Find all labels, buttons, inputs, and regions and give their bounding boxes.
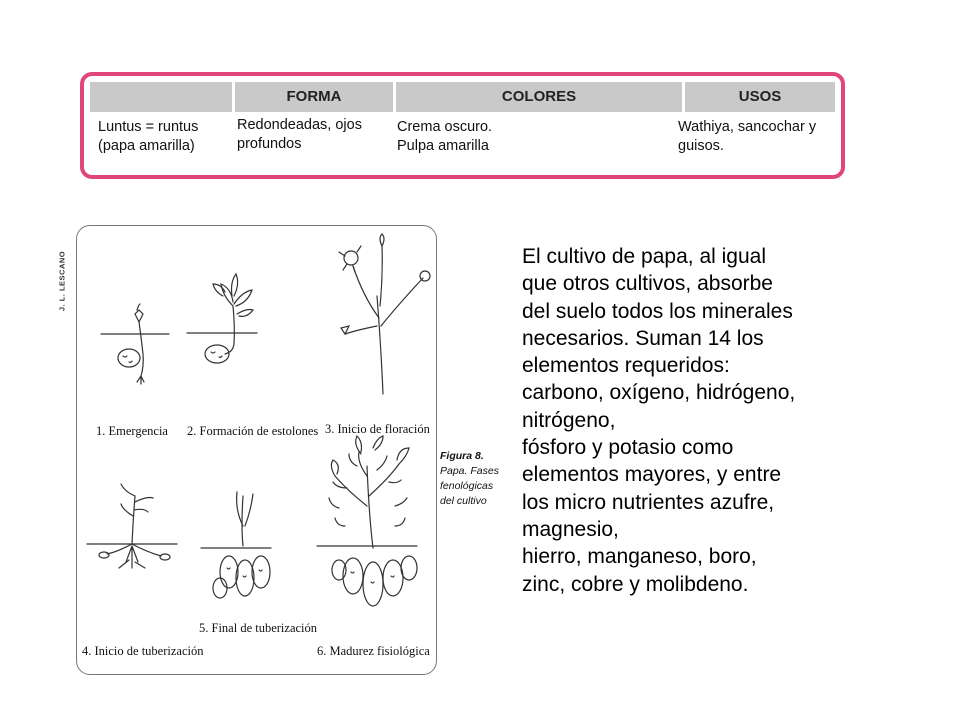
cell-usos: Wathiya, sancochar y guisos. — [678, 119, 817, 154]
cell-variety: Luntus = runtus (papa amarilla) — [98, 119, 199, 154]
stage-label-2: 2. Formación de estolones — [187, 424, 319, 438]
stage-label-4: 4. Inicio de tuberización — [82, 644, 204, 658]
plant-tuber-start — [99, 484, 170, 568]
phenology-figure — [76, 225, 437, 675]
plant-stolons — [205, 274, 253, 363]
stage-label-3: 3. Inicio de floración — [325, 422, 430, 436]
stage-label-5: 5. Final de tuberización — [199, 621, 318, 635]
cell-forma: Redondeadas, ojos profundos — [237, 117, 362, 152]
caption-line: fenológicas — [440, 480, 494, 492]
plant-maturity — [329, 436, 417, 606]
caption-title: Figura 8. — [440, 450, 484, 462]
phenology-drawings — [77, 226, 437, 675]
figure-credit — [56, 236, 68, 326]
stage-label-6: 6. Madurez fisiológica — [317, 644, 430, 658]
plant-flowering — [339, 234, 430, 394]
variety-table — [80, 72, 845, 179]
caption-line: del cultivo — [440, 495, 487, 507]
cell-colores: Crema oscuro. Pulpa amarilla — [397, 119, 493, 154]
header-colores: COLORES — [501, 88, 577, 105]
plant-tuber-end — [213, 492, 270, 598]
header-usos: USOS — [738, 88, 782, 105]
table-header — [90, 82, 835, 112]
figure-caption — [440, 449, 520, 509]
header-forma: FORMA — [286, 88, 342, 105]
body-paragraph: El cultivo de papa, al igual que otros cultivos, absorbe del suelo todos los minerales necesarios. Suman 14 los elementos requeridos: carbono, oxígeno, hidrógeno, nitrógeno, fósforo y potasio como elementos mayores, y entre los micro nutrientes azufre, magnesio, hierro, manganeso, boro, zinc, cobre y molibdeno. — [522, 245, 796, 596]
stage-label-1: 1. Emergencia — [96, 424, 168, 438]
plant-emergence — [118, 304, 144, 384]
credit-text: J. L. LESCANO — [57, 250, 67, 312]
caption-line: Papa. Fases — [440, 465, 499, 477]
